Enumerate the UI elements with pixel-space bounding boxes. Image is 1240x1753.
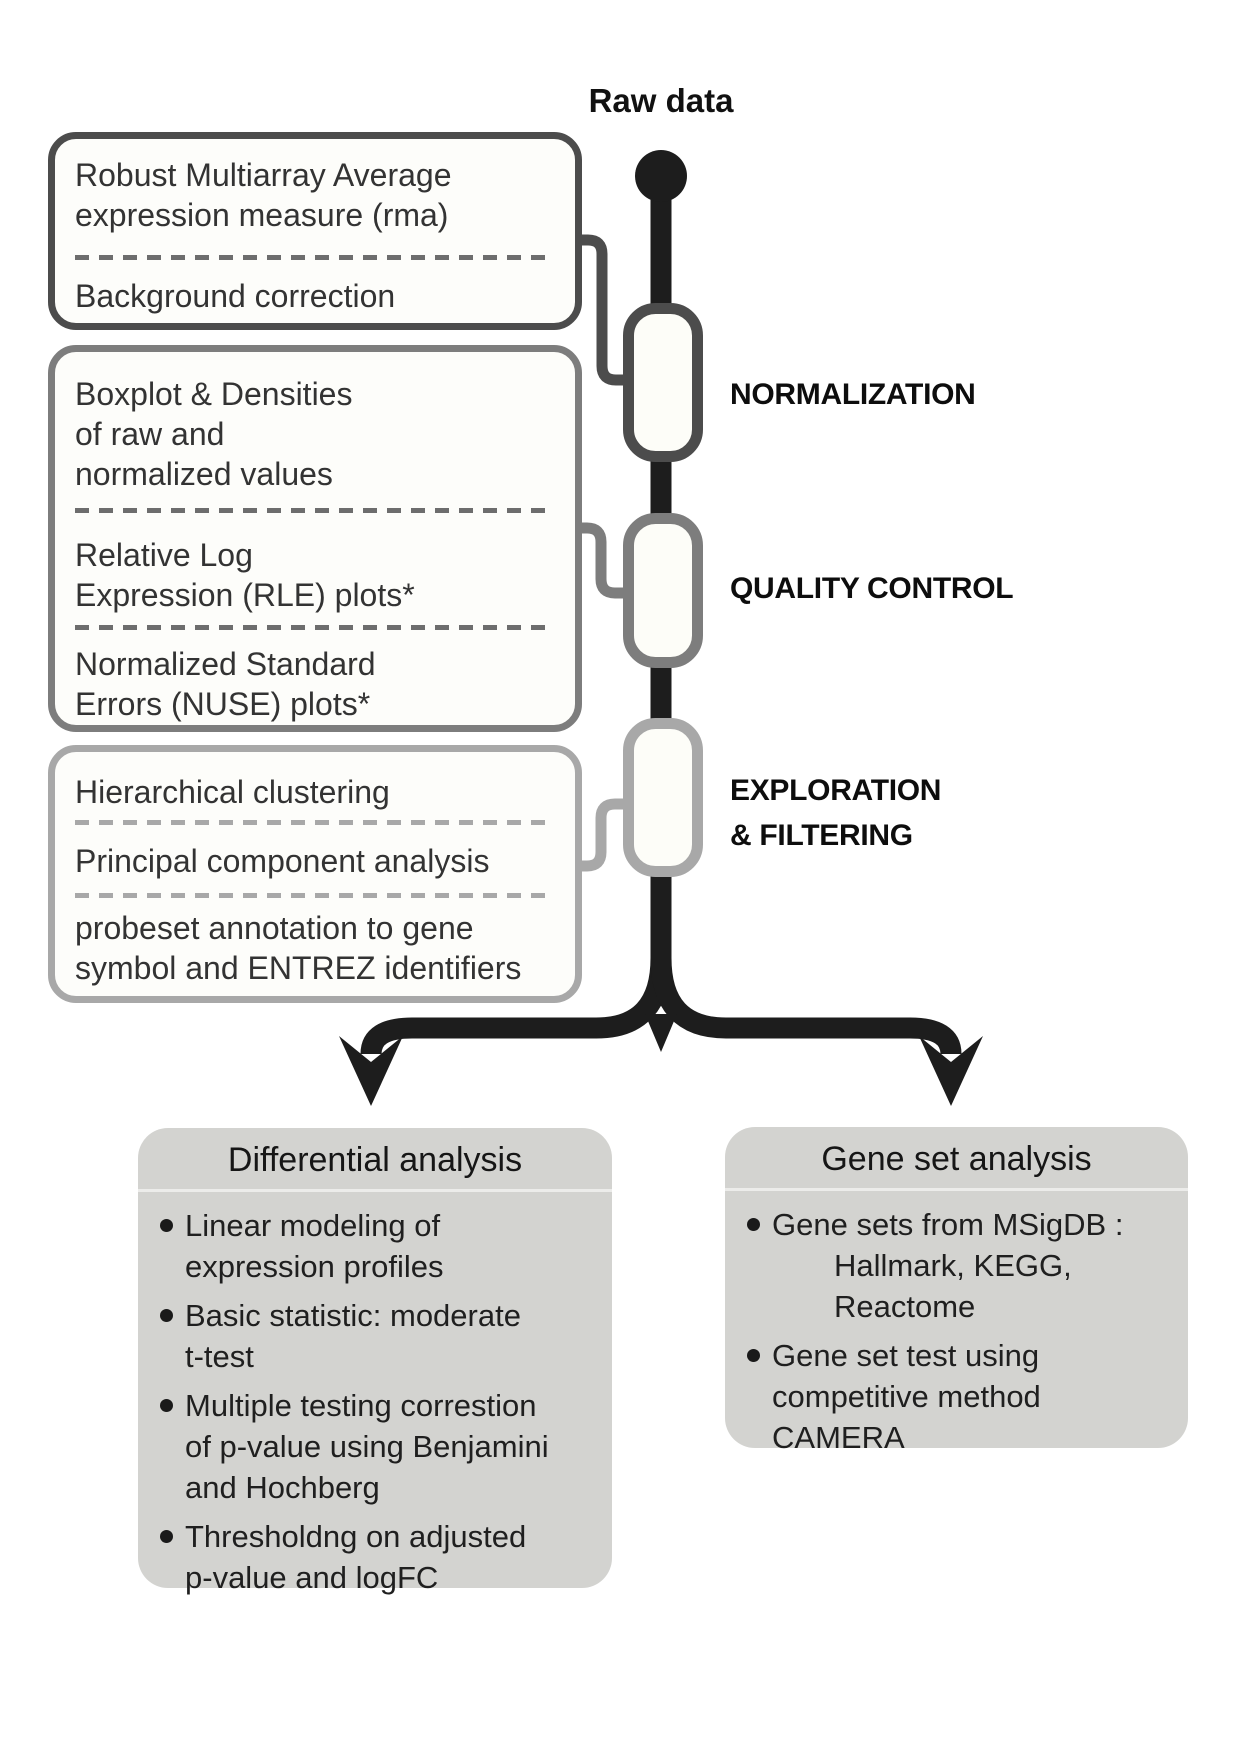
step-line: of raw and [75,416,225,452]
item-line: p-value and logFC [185,1560,439,1595]
step-line: Principal component analysis [75,843,490,879]
item-line: Linear modeling of [185,1208,441,1243]
step-line: Hierarchical clustering [75,774,390,810]
item-line: t-test [185,1339,254,1374]
normalization-steps-box [48,132,582,330]
normalization-node [629,309,698,457]
item-line: of p-value using Benjamini [185,1429,549,1464]
list-item [160,1295,596,1377]
step-row [71,139,559,235]
raw-data-node [635,150,687,202]
step-line: symbol and ENTREZ identifiers [75,950,522,986]
stage-label-line: & FILTERING [730,819,913,852]
step-line: Relative Log [75,537,253,573]
step-line: Expression (RLE) plots* [75,577,415,613]
bullet-icon [747,1349,760,1362]
item-line: Multiple testing correstion [185,1388,537,1423]
step-row [71,352,559,494]
item-line: expression profiles [185,1249,444,1284]
item-line: Basic statistic: moderate [185,1298,521,1333]
raw-data-label: Raw data [588,82,734,119]
step-line: Normalized Standard [75,646,376,682]
stage-label-line: NORMALIZATION [730,378,976,411]
differential-analysis-title: Differential analysis [138,1128,612,1192]
step-line: Robust Multiarray Average [75,157,452,193]
step-line: normalized values [75,456,333,492]
list-item [747,1335,1172,1458]
item-line: Thresholdng on adjusted [185,1519,527,1554]
step-row [71,630,559,724]
quality-control-label [730,566,1013,611]
step-line: expression measure (rma) [75,197,449,233]
item-line: Hallmark, KEGG, [834,1248,1072,1283]
item-line: and Hochberg [185,1470,380,1505]
differential-analysis-card [138,1128,612,1595]
step-row [71,513,559,615]
list-item [160,1205,596,1287]
gene-set-analysis-card [725,1127,1188,1455]
item-line: competitive method [772,1379,1041,1414]
list-item [160,1385,596,1508]
gene-set-analysis-list [725,1191,1188,1458]
differential-analysis-list [138,1192,612,1598]
exploration-filtering-node [629,724,698,872]
gene-set-analysis-title: Gene set analysis [725,1127,1188,1191]
branch-junction-notch [645,1014,677,1052]
exploration-filtering-label [730,768,941,858]
bullet-icon [160,1219,173,1232]
list-item [747,1204,1172,1327]
step-row [71,260,559,316]
quality-control-node [629,519,698,663]
step-row [71,898,559,988]
normalization-label [730,372,976,417]
stage-label-line: QUALITY CONTROL [730,572,1014,605]
bullet-icon [160,1530,173,1543]
step-row [71,825,559,881]
branch-right-arm [661,958,951,1054]
step-line: Errors (NUSE) plots* [75,686,371,722]
step-line: Background correction [75,278,396,314]
bullet-icon [160,1399,173,1412]
list-item [160,1516,596,1598]
bullet-icon [160,1309,173,1322]
step-line: Boxplot & Densities [75,376,353,412]
step-line: probeset annotation to gene [75,910,474,946]
bullet-icon [747,1218,760,1231]
item-line: Reactome [834,1289,976,1324]
step-row [71,752,559,812]
item-line: Gene sets from MSigDB : [772,1207,1124,1242]
quality-control-steps-box [48,345,582,732]
stage-label-line: EXPLORATION [730,774,942,807]
exploration-steps-box [48,745,582,1003]
item-line: Gene set test using [772,1338,1040,1373]
item-line: CAMERA [772,1420,905,1455]
